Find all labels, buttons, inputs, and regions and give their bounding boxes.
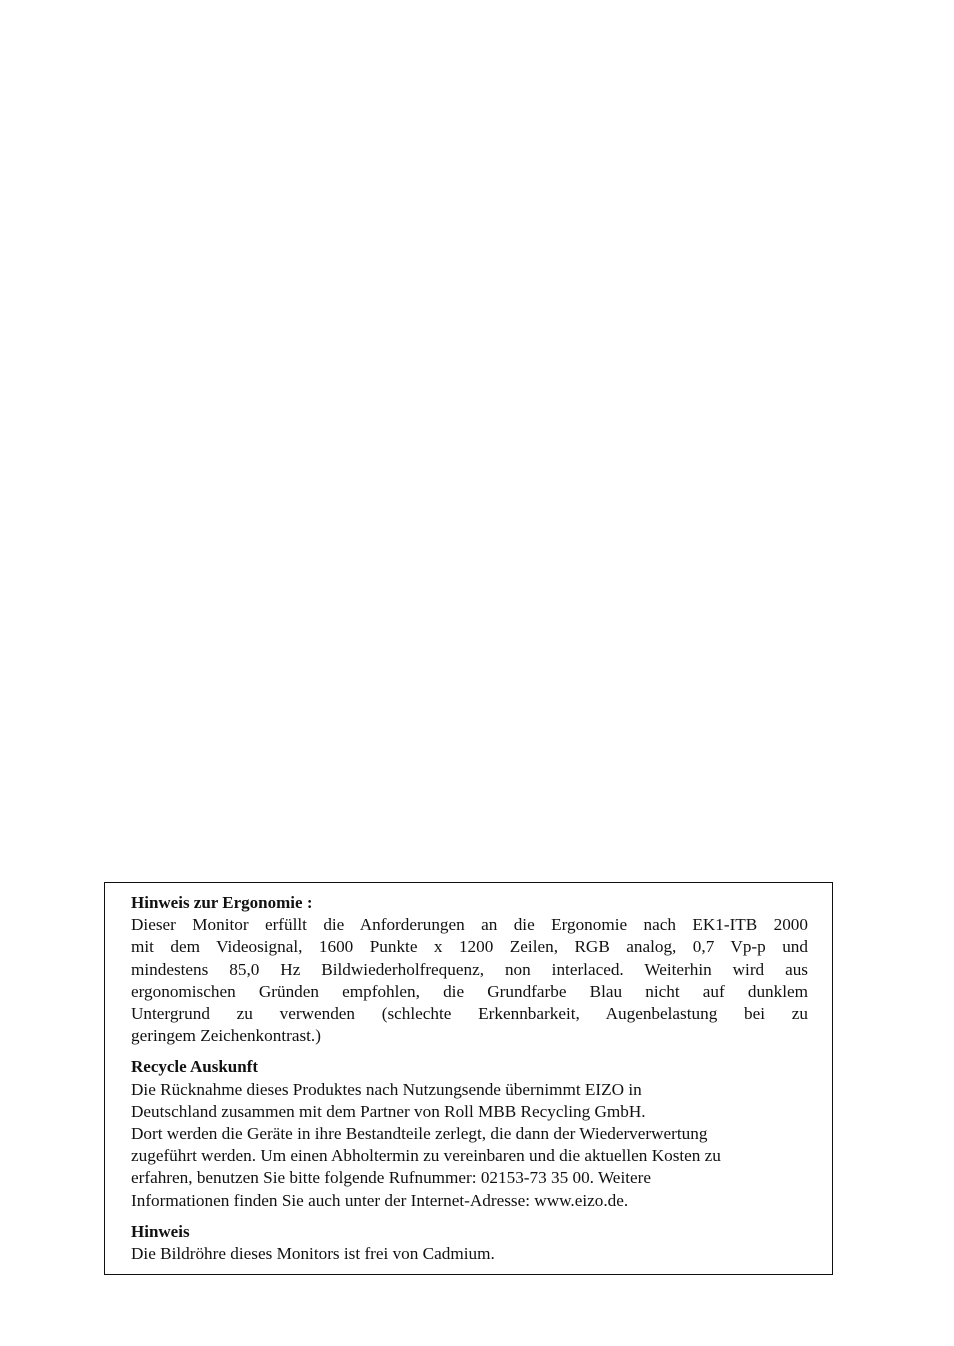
text-line: Dieser Monitor erfüllt die Anforderungen an die Ergonomie nach EK1-ITB 2000: [131, 915, 808, 935]
text-line: Die Rücknahme dieses Produktes nach Nutzungsende übernimmt EIZO in: [131, 1079, 642, 1099]
text-line: geringem Zeichenkontrast.): [131, 1026, 321, 1046]
notice-box: [104, 882, 833, 1275]
recycle-section: [131, 1056, 808, 1211]
cadmium-text: [131, 1243, 808, 1265]
recycle-text: [131, 1079, 808, 1212]
ergonomics-heading: Hinweis zur Ergonomie :: [131, 893, 313, 912]
text-line: erfahren, benutzen Sie bitte folgende Rufnummer: 02153-73 35 00. Weitere: [131, 1168, 651, 1188]
text-line: mindestens 85,0 Hz Bildwiederholfrequenz, non interlaced. Weiterhin wird aus: [131, 959, 808, 979]
ergonomics-section: [131, 892, 808, 1047]
text-line: Informationen finden Sie auch unter der Internet-Adresse: www.eizo.de.: [131, 1190, 629, 1210]
text-line: Die Bildröhre dieses Monitors ist frei von Cadmium.: [131, 1244, 495, 1264]
text-line: ergonomischen Gründen empfohlen, die Grundfarbe Blau nicht auf dunklem: [131, 981, 808, 1001]
text-line: Deutschland zusammen mit dem Partner von Roll MBB Recycling GmbH.: [131, 1101, 646, 1121]
cadmium-heading: Hinweis: [131, 1221, 190, 1241]
text-line: Untergrund zu verwenden (schlechte Erkennbarkeit, Augenbelastung bei zu: [131, 1004, 808, 1024]
cadmium-section: [131, 1221, 808, 1265]
ergonomics-text: [131, 914, 808, 1047]
text-line: Dort werden die Geräte in ihre Bestandteile zerlegt, die dann der Wiederverwertung: [131, 1124, 708, 1144]
text-line: mit dem Videosignal, 1600 Punkte x 1200 Zeilen, RGB analog, 0,7 Vp-p und: [131, 937, 808, 957]
text-line: zugeführt werden. Um einen Abholtermin zu vereinbaren und die aktuellen Kosten zu: [131, 1146, 721, 1166]
recycle-heading: Recycle Auskunft: [131, 1057, 259, 1077]
